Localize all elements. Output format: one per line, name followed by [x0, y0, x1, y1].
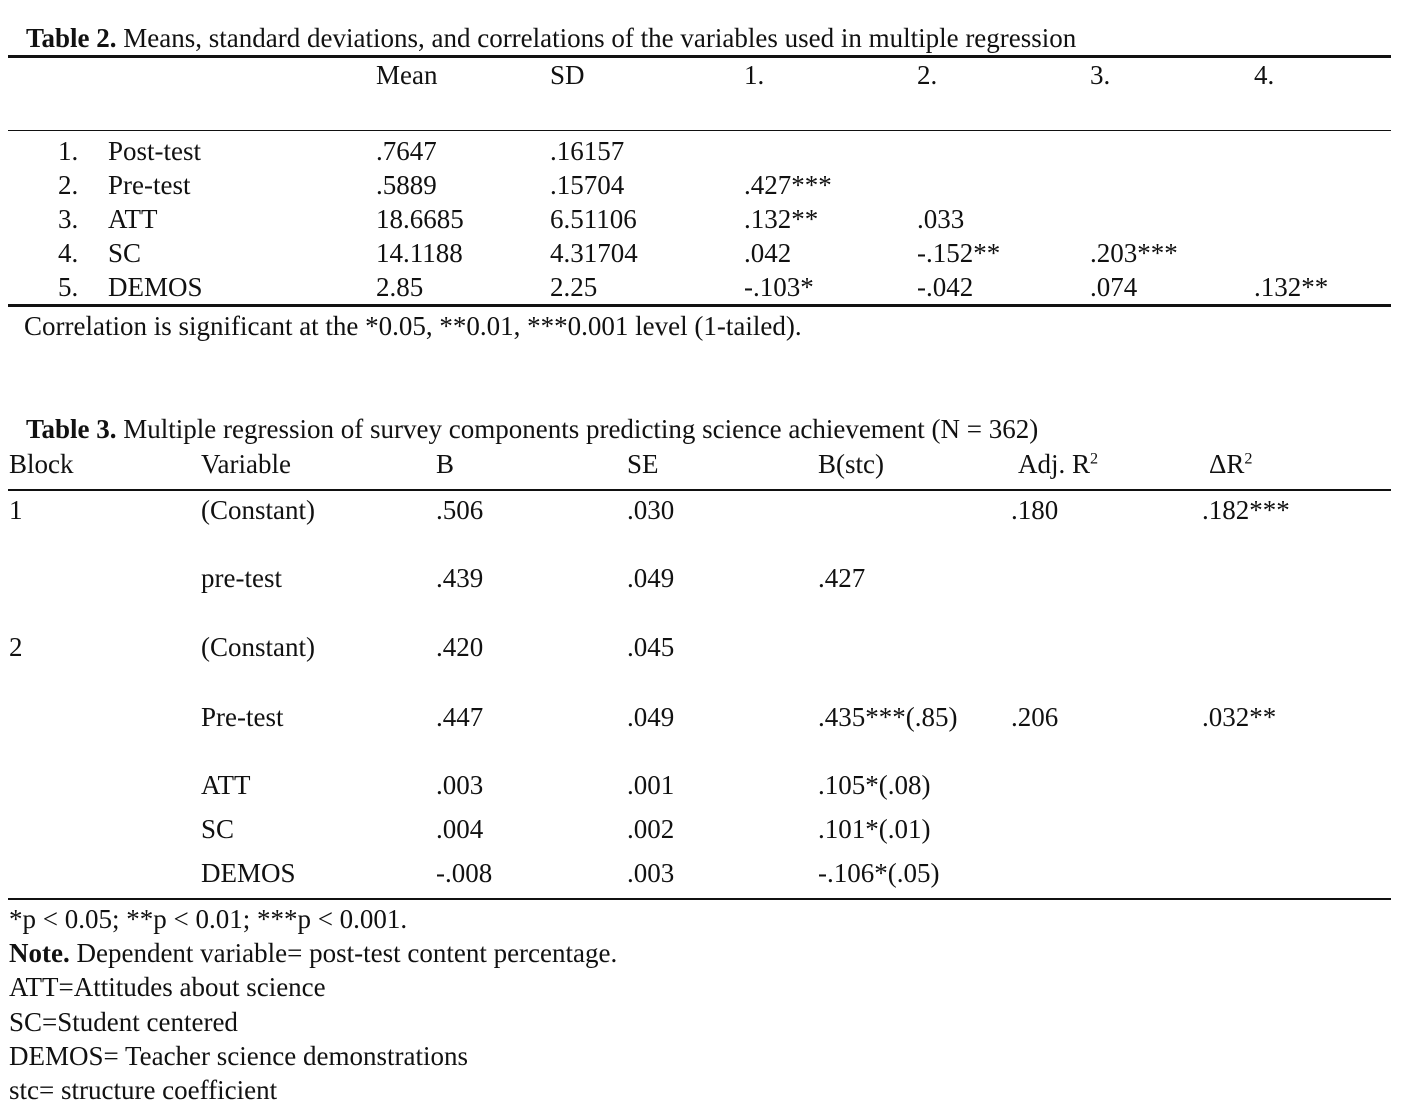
table3-row-delta-r: .032**: [1202, 702, 1277, 732]
table3-row-variable: SC: [201, 814, 235, 844]
table3-row-b: .004: [436, 814, 484, 844]
table3-row-se: .001: [627, 770, 675, 800]
table3-header-bstc: B(stc): [818, 449, 884, 479]
table2-row-label: ATT: [108, 204, 158, 234]
table3-note-text: Dependent variable= post-test content percentage.: [69, 938, 618, 968]
abbreviation-att: ATT=Attitudes about science: [9, 972, 326, 1002]
table2-header-rule: [8, 130, 1391, 131]
table2-row-sd: .16157: [550, 136, 625, 166]
table3-header-se: SE: [627, 449, 659, 479]
table3-row-variable: pre-test: [201, 563, 282, 593]
table2-row-label: Post-test: [108, 136, 202, 166]
table2-row-c4: .132**: [1254, 272, 1329, 302]
table2-header-sd: SD: [550, 60, 585, 90]
table2-bottom-rule: [8, 304, 1391, 307]
abbreviation-demos: DEMOS= Teacher science demonstrations: [9, 1041, 468, 1071]
table2-title-text: Means, standard deviations, and correlations of the variables used in multiple regression: [116, 23, 1077, 53]
table2-row-sd: 2.25: [550, 272, 598, 302]
table2-row-c2: .033: [917, 204, 965, 234]
table2-row-label: SC: [108, 238, 142, 268]
table3-header-variable: Variable: [201, 449, 291, 479]
table2-row-num: 1.: [58, 136, 79, 166]
table3-row-variable: (Constant): [201, 495, 315, 525]
table3-row-se: .049: [627, 563, 675, 593]
table3-row-adjr: .180: [1011, 495, 1059, 525]
table2-row-c2: -.042: [917, 272, 974, 302]
table2-row-c1: .042: [744, 238, 792, 268]
table2-row-c1: .132**: [744, 204, 819, 234]
table2-header-mean: Mean: [376, 60, 438, 90]
table2-row-mean: 14.1188: [376, 238, 463, 268]
table3-row-delta-r: .182***: [1202, 495, 1290, 525]
table2-title: [26, 25, 1076, 52]
table2-row-label: DEMOS: [108, 272, 203, 302]
table3-row-b: .003: [436, 770, 484, 800]
table3-row-bstc: .105*(.08): [818, 770, 931, 800]
table3-title-label: Table 3.: [26, 414, 117, 444]
table3-row-se: .003: [627, 858, 675, 888]
table3-note: [9, 940, 617, 967]
table2-row-c1: .427***: [744, 170, 832, 200]
table2-row-num: 2.: [58, 170, 79, 200]
table2-row-label: Pre-test: [108, 170, 191, 200]
table3-title: [26, 416, 1038, 443]
table3-row-b: .420: [436, 632, 484, 662]
table3-bottom-rule: [8, 898, 1391, 900]
table2-header-c1: 1.: [744, 60, 765, 90]
table2-row-num: 5.: [58, 272, 79, 302]
table2-row-c1: -.103*: [744, 272, 814, 302]
table3-row-block: 1: [9, 495, 23, 525]
table2-row-num: 4.: [58, 238, 79, 268]
table3-row-se: .049: [627, 702, 675, 732]
table3-header-rule: [8, 489, 1391, 491]
table2-header-c3: 3.: [1090, 60, 1111, 90]
table3-row-block: 2: [9, 632, 23, 662]
table3-row-bstc: -.106*(.05): [818, 858, 940, 888]
table2-row-mean: 2.85: [376, 272, 424, 302]
table3-header-adjr: [1018, 451, 1098, 478]
table3-title-text: Multiple regression of survey components predicting science achievement (N = 362): [116, 414, 1039, 444]
abbreviation-stc: stc= structure coefficient: [9, 1075, 278, 1105]
table3-row-b: .439: [436, 563, 484, 593]
table2-row-c3: .074: [1090, 272, 1138, 302]
table3-row-variable: DEMOS: [201, 858, 296, 888]
table2-row-mean: .5889: [376, 170, 437, 200]
table3-row-b: .447: [436, 702, 484, 732]
table2-header-c2: 2.: [917, 60, 938, 90]
table3-row-se: .030: [627, 495, 675, 525]
table3-header-block: Block: [9, 449, 74, 479]
table3-row-se: .045: [627, 632, 675, 662]
table3-significance-note: *p < 0.05; **p < 0.01; ***p < 0.001.: [9, 904, 408, 934]
table3-row-b: .506: [436, 495, 484, 525]
table2-top-rule: [8, 55, 1391, 58]
table3-row-adjr: .206: [1011, 702, 1059, 732]
table2-row-sd: 6.51106: [550, 204, 637, 234]
table2-title-label: Table 2.: [26, 23, 117, 53]
table3-row-variable: (Constant): [201, 632, 315, 662]
table2-row-mean: 18.6685: [376, 204, 464, 234]
table3-header-adjr-sup: 2: [1090, 449, 1099, 468]
table3-row-variable: Pre-test: [201, 702, 284, 732]
table3-row-bstc: .101*(.01): [818, 814, 931, 844]
table3-header-delta-r-text: ΔR: [1209, 449, 1245, 479]
table3-note-label: Note.: [9, 938, 70, 968]
table2-row-num: 3.: [58, 204, 79, 234]
abbreviation-sc: SC=Student centered: [9, 1007, 238, 1037]
table2-header-c4: 4.: [1254, 60, 1275, 90]
table2-row-sd: .15704: [550, 170, 625, 200]
table3-row-bstc: .427: [818, 563, 866, 593]
table3-header-delta-r-sup: 2: [1244, 449, 1253, 468]
table3-row-se: .002: [627, 814, 675, 844]
table3-header-b: B: [436, 449, 455, 479]
table3-row-bstc: .435***(.85): [818, 702, 958, 732]
table3-row-b: -.008: [436, 858, 493, 888]
table3-row-variable: ATT: [201, 770, 251, 800]
table3-header-delta-r: [1209, 451, 1252, 478]
table2-row-mean: .7647: [376, 136, 437, 166]
table2-footnote: Correlation is significant at the *0.05, **0.01, ***0.001 level (1-tailed).: [24, 311, 802, 341]
table2-row-c3: .203***: [1090, 238, 1178, 268]
table3-header-adjr-text: Adj. R: [1018, 449, 1091, 479]
table2-row-sd: 4.31704: [550, 238, 638, 268]
table2-row-c2: -.152**: [917, 238, 1001, 268]
